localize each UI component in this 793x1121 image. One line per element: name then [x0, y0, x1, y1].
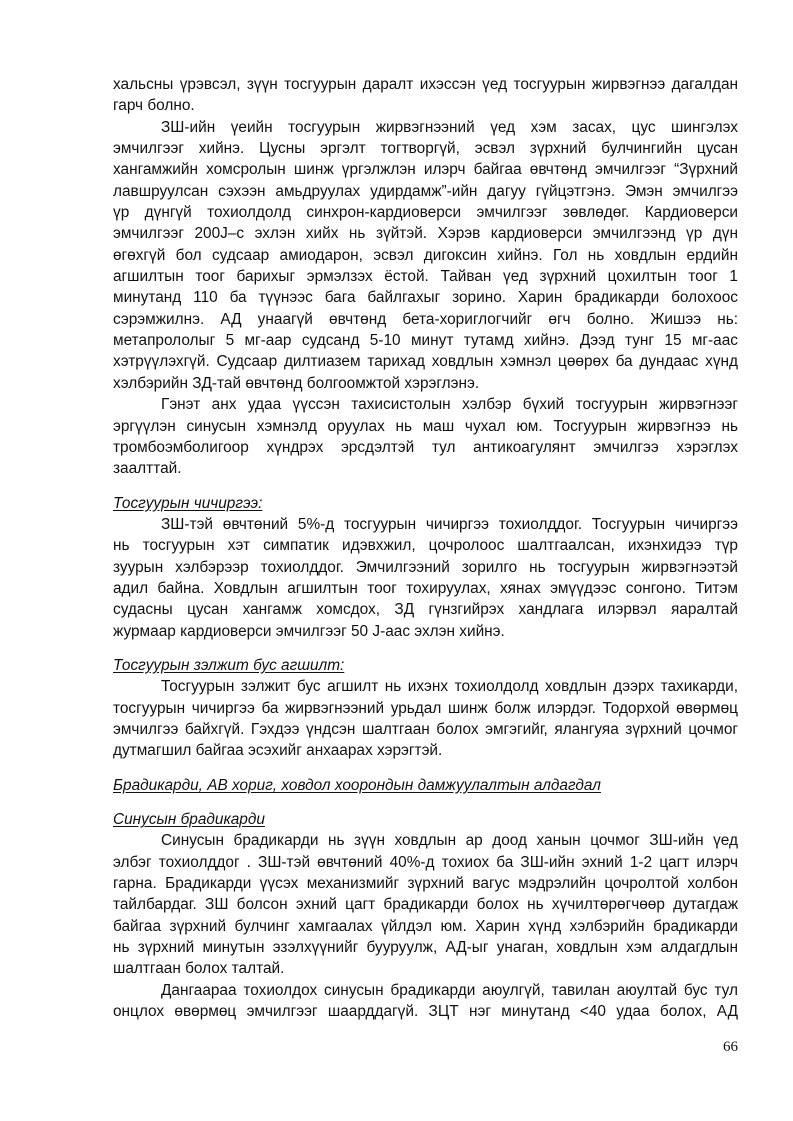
text-line: гарна. Брадикарди үүсэх механизмийг зүрхний вагус мэдрэлийн цочролтой холбон — [113, 875, 738, 893]
section-heading-sinus-bradycardia: Синусын брадикарди — [113, 811, 265, 828]
text-line: эмчилгээг хийнэ. Цусны эргэлт тогтворгүй, эсвэл зүрхний булчингийн цусан — [113, 140, 738, 158]
text-line: адил байна. Ховдлын агшилтын тоог тохируулах, хянах эмүүдээс сонгоно. Титэм — [113, 579, 738, 597]
text-line: хальсны үрэвсэл, зүүн тосгуурын даралт ихэссэн үед тосгуурын жирвэгнээ дагалдан — [113, 76, 738, 93]
text-line: эмчилгээ байхгүй. Гэхдээ үндсэн шалтгаан болох эмгэгийг, ялангуяа зүрхний цочмог — [113, 720, 738, 738]
text-line: тайлбардаг. ЗШ болсон эхний цагт брадикарди болох нь хүчилтөрөгчөөр дутагдаж — [113, 896, 738, 914]
paragraph-wandering-rhythm — [113, 676, 738, 761]
text-line: дутмагшил байгаа эсэхийг анхаарах хэрэгтэй. — [113, 742, 443, 760]
text-line: судасны цусан хангамж хомсдох, ЗД гүнзгийрэх хандлага илэрвэл яаралтай — [113, 601, 738, 619]
text-line: Тосгуурын зэлжит бус агшилт нь ихэнх тохиолдолд ховдлын дээрх тахикарди, — [161, 678, 738, 696]
text-line: нь тосгуурын хэт симпатик идэвхжил, цочролоос шалтгаалсан, ихэнхидээ түр — [113, 537, 738, 555]
text-line: онцлох өвөрмөц эмчилгээг шаарддагүй. ЗЦТ нэг минутанд <40 удаа болох, АД — [113, 1003, 738, 1021]
page-body — [113, 74, 738, 1022]
text-line: тосгуурын чичиргээ ба жирвэгнээний урьдал шинж болж илэрдэг. Тодорхой өвөрмөц — [113, 699, 738, 717]
text-line: журмаар кардиоверси эмчилгээг 50 J-аас эхлэн хийнэ. — [113, 622, 505, 640]
text-line: үр дүнгүй тохиолдолд синхрон-кардиоверси эмчилгээг зөвлөдөг. Кардиоверси — [113, 204, 738, 222]
text-line: эргүүлэн синусын хэмнэлд оруулах нь маш чухал юм. Тосгуурын жирвэгнээ нь — [113, 417, 738, 435]
paragraph-flutter — [113, 514, 738, 642]
text-line: элбэг тохиолддог . ЗШ-тэй өвчтөний 40%-д тохиох ба ЗШ-ийн эхний 1-2 цагт илэрч — [113, 853, 738, 871]
text-line: тромбоэмболигоор хүндрэх эрсдэлтэй тул антикоагулянт эмчилгээ хэрэглэх — [113, 438, 738, 456]
text-line: нь зүрхний минутын эзэлхүүнийг бууруулж, АД-ыг унаган, ховдлын хэм алдагдлын — [113, 939, 738, 957]
text-line: хэтрүүлэхгүй. Судсаар дилтиазем тарихад ховдлын хэмнэл цөөрөх ба дундаас хүнд — [113, 353, 738, 371]
section-heading-flutter: Тосгуурын чичиргээ: — [113, 494, 263, 512]
text-line: заалттай. — [113, 460, 182, 478]
text-line: ЗШ-ийн үеийн тосгуурын жирвэгнээний үед хэм засах, цус шингэлэх — [161, 118, 738, 136]
paragraph-sinus-bradycardia-treatment — [113, 980, 738, 1023]
section-heading-bradycardia-blocks: Брадикарди, АВ хориг, ховдол хоорондын дамжуулалтын алдагдал — [113, 776, 601, 794]
text-line: Дангаараа тохиолдох синусын брадикарди аюулгүй, тавилан аюултай бус тул — [161, 981, 738, 999]
paragraph-sinus-bradycardia — [113, 830, 738, 979]
text-line: лавшруулсан сэхээн амьдруулах удирдамж”-ийн дагуу гүйцэтгэнэ. Эмэн эмчилгээ — [113, 182, 738, 200]
text-line: хэлбэрийн ЗД-тай өвчтөнд болгоомжтой хэрэглэнэ. — [113, 374, 480, 392]
text-line: Гэнэт анх удаа үүссэн тахисистолын хэлбэр бүхий тосгуурын жирвэгнээг — [161, 396, 738, 414]
text-line: хангамжийн хомсролын шинж үргэлжлэн илэрч байгаа өвчтөнд эмчилгээг “Зүрхний — [113, 161, 738, 179]
text-line: өгөхгүй бол судсаар амиодарон, эсвэл дигоксин хийнэ. Гол нь ховдлын ердийн — [113, 246, 738, 264]
text-line: сэрэмжилнэ. АД унаагүй өвчтөнд бета-хориглогчийг өгч болно. Жишээ нь: — [113, 310, 738, 328]
text-line: гарч болно. — [113, 97, 195, 115]
text-line: шалтгаан болох талтай. — [113, 960, 285, 978]
text-line: ЗШ-тэй өвчтөний 5%-д тосгуурын чичиргээ тохиолддог. Тосгуурын чичиргээ — [161, 515, 738, 533]
text-line: зуурын хэлбэрээр тохиолддог. Эмчилгээний зорилго нь тосгуурын жирвэгнээтэй — [113, 558, 738, 576]
text-line: агшилтын тоог барихыг эрмэлзэх ёстой. Тайван үед зүрхний цохилтын тоог 1 — [113, 268, 738, 286]
text-line: байгаа зүрхний булчинг хамгаалах үйлдэл юм. Харин хүнд хэлбэрийн брадикарди — [113, 917, 738, 935]
text-line: минутанд 110 ба түүнээс бага байлгахыг зорино. Харин брадикарди болохоос — [113, 289, 738, 307]
text-line: эмчилгээг 200J–с эхлэн хийх нь зүйтэй. Хэрэв кардиоверси эмчилгээнд үр дүн — [113, 225, 738, 243]
paragraph-af-treatment — [113, 117, 738, 394]
section-heading-wandering-rhythm: Тосгуурын зэлжит бус агшилт: — [113, 656, 345, 674]
text-line: метапрололыг 5 мг-аар судсанд 5-10 минут тутамд хийнэ. Дээд тунг 15 мг-аас — [113, 332, 738, 350]
text-line: Синусын брадикарди нь зүүн ховдлын ар доод ханын цочмог ЗШ-ийн үед — [161, 832, 738, 850]
paragraph-intro-continuation — [113, 74, 738, 117]
page-number: 66 — [723, 1039, 738, 1055]
paragraph-af-anticoagulation — [113, 394, 738, 479]
